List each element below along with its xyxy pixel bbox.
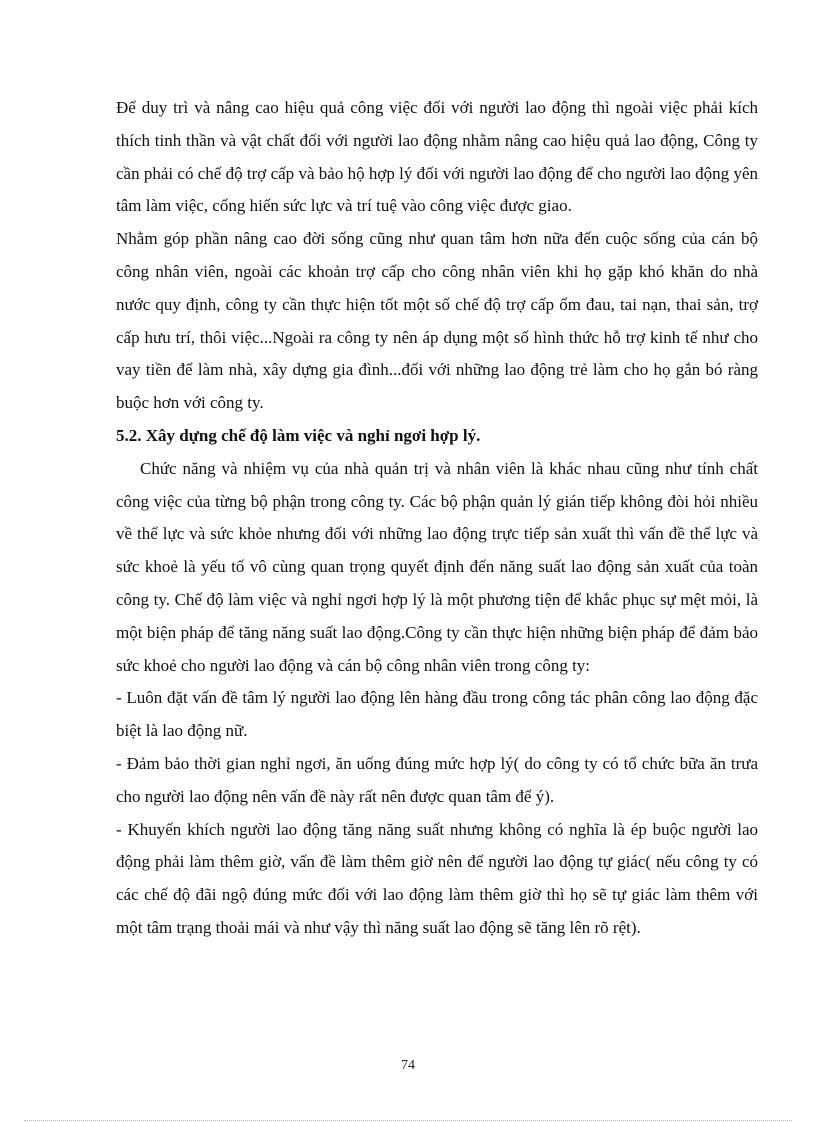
bullet-item-rest-time: - Đảm bảo thời gian nghỉ ngơi, ăn uống đúng mức hợp lý( do công ty có tổ chức bữa ăn trưa cho người lao động nên vấn đề này rất nên được quan tâm để ý). xyxy=(116,753,758,806)
bullet-item-psychology: - Luôn đặt vấn đề tâm lý người lao động lên hàng đầu trong công tác phân công lao động đặc biệt là lao động nữ. xyxy=(116,688,758,741)
page-body xyxy=(116,92,758,945)
paragraph-welfare-benefits: Nhằm góp phần nâng cao đời sống cũng như quan tâm hơn nữa đến cuộc sống của cán bộ công nhân viên, ngoài các khoản trợ cấp cho công nhân viên khi họ gặp khó khăn do nhà nước quy định, công ty cần thực hiện tốt một số chế độ trợ cấp ốm đau, tai nạn, thai sản, trợ cấp hưu trí, thôi việc...Ngoài ra công ty nên áp dụng một số hình thức hỗ trợ kinh tế như cho vay tiền để làm nhà, xây dựng gia đình...đối với những lao động trẻ làm cho họ gắn bó ràng buộc hơn với công ty. xyxy=(116,229,758,413)
paragraph-welfare-intro: Để duy trì và nâng cao hiệu quả công việc đối với người lao động thì ngoài việc phải kích thích tinh thần và vật chất đối với người lao động nhằm nâng cao hiệu quả lao động, Công ty cần phải có chế độ trợ cấp và bảo hộ hợp lý đối với người lao động để cho người lao động yên tâm làm việc, cống hiến sức lực và trí tuệ vào công việc được giao. xyxy=(116,98,758,216)
paragraph-work-rest-regime: Chức năng và nhiệm vụ của nhà quản trị và nhân viên là khác nhau cũng như tính chất công việc của từng bộ phận trong công ty. Các bộ phận quản lý gián tiếp không đòi hỏi nhiều về thể lực và sức khỏe nhưng đối với những lao động trực tiếp sản xuất thì vấn đề thể lực và sức khoẻ là yếu tố vô cùng quan trọng quyết định đến năng suất lao động sản xuất của toàn công ty. Chế độ làm việc và nghỉ ngơi hợp lý là một phương tiện để khắc phục sự mệt mỏi, là một biện pháp để tăng năng suất lao động.Công ty cần thực hiện những biện pháp để đảm bảo sức khoẻ cho người lao động và cán bộ công nhân viên trong công ty: xyxy=(116,458,758,675)
page-number: 74 xyxy=(401,1058,415,1073)
section-heading-5-2: 5.2. Xây dựng chế độ làm việc và nghỉ ngơi hợp lý. xyxy=(116,425,481,445)
bullet-item-overtime: - Khuyến khích người lao động tăng năng suất nhưng không có nghĩa là ép buộc người lao động phải làm thêm giờ, vấn đề làm thêm giờ nên để người lao động tự giác( nếu công ty có các chế độ đãi ngộ đúng mức đối với lao động làm thêm giờ thì họ sẽ tự giác làm thêm với một tâm trạng thoải mái và như vậy thì năng suất lao động sẽ tăng lên rõ rệt). xyxy=(116,819,758,937)
page-bottom-divider xyxy=(24,1120,792,1121)
